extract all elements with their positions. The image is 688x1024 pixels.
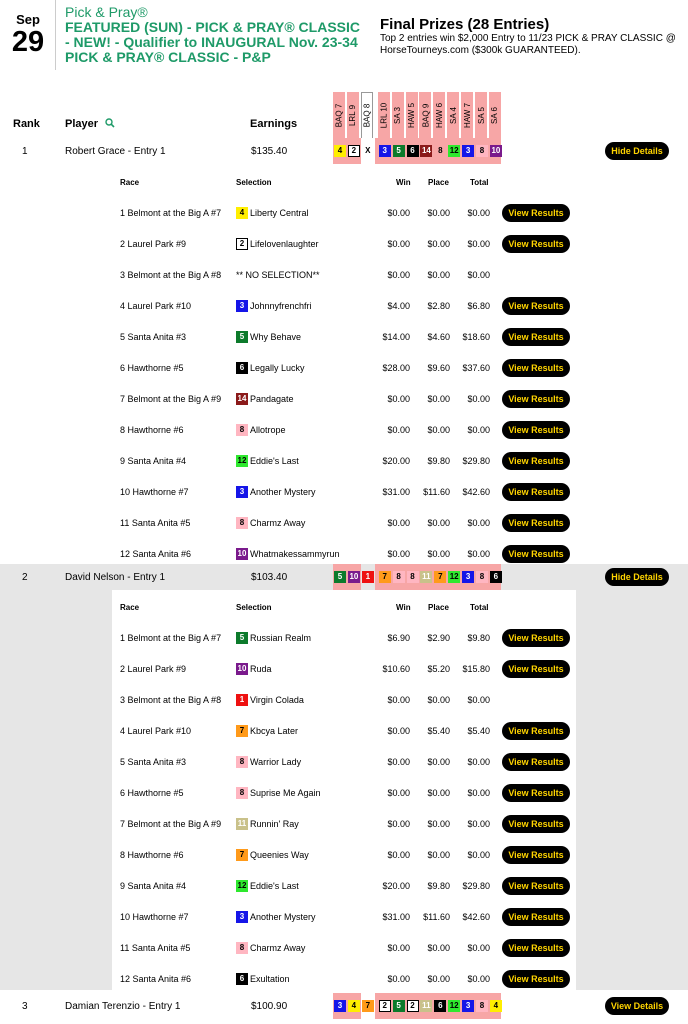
pick-12: 6 — [490, 571, 502, 583]
race-header-label: SA 6 — [490, 107, 500, 124]
detail-horse-number: 8 — [236, 756, 248, 768]
detail-win: $20.00 — [382, 881, 410, 891]
detail-win: $0.00 — [387, 788, 410, 798]
detail-row — [112, 509, 576, 539]
detail-horse: ** NO SELECTION** — [236, 270, 320, 280]
detail-total: $37.60 — [462, 363, 490, 373]
detail-total: $0.00 — [467, 518, 490, 528]
details-header-place: Place — [428, 178, 449, 187]
race-header-label: LRL 9 — [348, 104, 358, 127]
detail-horse-number: 7 — [236, 725, 248, 737]
detail-win: $0.00 — [387, 819, 410, 829]
race-header-label: LRL 10 — [379, 102, 389, 129]
pick-4: 2 — [379, 1000, 391, 1012]
race-header-label: SA 5 — [476, 107, 486, 124]
detail-race: 1 Belmont at the Big A #7 — [120, 633, 222, 643]
detail-horse: Eddie's Last — [250, 881, 299, 891]
detail-horse: Legally Lucky — [250, 363, 305, 373]
pick-8: 6 — [434, 1000, 446, 1012]
detail-row — [112, 323, 576, 353]
detail-horse-number: 12 — [237, 456, 247, 465]
detail-race: 2 Laurel Park #9 — [120, 239, 187, 249]
detail-win: $6.90 — [387, 633, 410, 643]
pick-2: 2 — [348, 145, 360, 157]
pick-2: 10 — [349, 572, 359, 581]
detail-row — [112, 810, 576, 840]
detail-race: 2 Laurel Park #9 — [120, 664, 187, 674]
detail-horse-number: 3 — [236, 300, 248, 312]
race-header-label: BAQ 9 — [420, 103, 430, 128]
detail-total: $18.60 — [462, 332, 490, 342]
details-header-win: Win — [396, 603, 411, 612]
detail-row — [112, 965, 576, 995]
detail-place: $0.00 — [427, 425, 450, 435]
detail-row — [112, 416, 576, 446]
race-header-label: HAW 6 — [434, 102, 444, 129]
detail-horse: Another Mystery — [250, 487, 316, 497]
detail-place: $0.00 — [427, 239, 450, 249]
race-header-11 — [475, 92, 487, 138]
race-header-label: SA 3 — [393, 107, 403, 124]
detail-horse-number: 10 — [237, 549, 247, 558]
detail-total: $29.80 — [462, 456, 490, 466]
detail-race: 3 Belmont at the Big A #8 — [120, 695, 222, 705]
view-results-button[interactable]: View Results — [502, 629, 570, 647]
view-results-button[interactable]: View Results — [502, 784, 570, 802]
detail-row — [112, 748, 576, 778]
detail-win: $0.00 — [387, 974, 410, 984]
detail-horse: Another Mystery — [250, 912, 316, 922]
detail-horse-number: 12 — [237, 881, 247, 890]
detail-race: 6 Hawthorne #5 — [120, 788, 184, 798]
pick-4: 3 — [379, 145, 391, 157]
detail-win: $0.00 — [387, 850, 410, 860]
race-header-label: BAQ 8 — [362, 103, 372, 128]
race-header-12 — [489, 92, 501, 138]
rank-header: Rank — [13, 118, 40, 130]
detail-race: 7 Belmont at the Big A #9 — [120, 819, 222, 829]
detail-row — [112, 447, 576, 477]
detail-horse: Eddie's Last — [250, 456, 299, 466]
detail-win: $31.00 — [382, 487, 410, 497]
tournament-title: FEATURED (SUN) - PICK & PRAY® CLASSIC - NEW! - Qualifier to INAUGURAL Nov. 23-34 PICK & PRAY® CLASSIC - P&P — [65, 19, 360, 65]
pick-5: 5 — [393, 1000, 405, 1012]
details-header-total: Total — [470, 178, 489, 187]
pick-12: 10 — [491, 146, 501, 155]
detail-win: $0.00 — [387, 549, 410, 559]
detail-horse-number: 1 — [236, 694, 248, 706]
view-results-button[interactable]: View Results — [502, 970, 570, 988]
pick-2: 4 — [348, 1000, 360, 1012]
detail-race: 10 Hawthorne #7 — [120, 487, 189, 497]
detail-win: $28.00 — [382, 363, 410, 373]
view-results-button[interactable]: View Results — [502, 204, 570, 222]
detail-win: $14.00 — [382, 332, 410, 342]
view-results-button[interactable]: View Results — [502, 660, 570, 678]
detail-race: 9 Santa Anita #4 — [120, 881, 187, 891]
detail-horse: Liberty Central — [250, 208, 309, 218]
view-results-button[interactable]: View Results — [502, 514, 570, 532]
pick-1: 4 — [334, 145, 346, 157]
entry-details — [112, 590, 576, 1007]
detail-total: $0.00 — [467, 425, 490, 435]
race-header-2 — [347, 92, 359, 138]
detail-horse-number: 5 — [236, 632, 248, 644]
detail-horse-number: 8 — [236, 517, 248, 529]
detail-row — [112, 841, 576, 871]
detail-win: $4.00 — [387, 301, 410, 311]
race-header-4 — [378, 92, 390, 138]
race-header-7 — [419, 92, 431, 138]
pick-3: 7 — [362, 1000, 374, 1012]
detail-horse: Exultation — [250, 974, 290, 984]
detail-race: 4 Laurel Park #10 — [120, 726, 192, 736]
detail-horse: Charmz Away — [250, 518, 306, 528]
detail-race: 4 Laurel Park #10 — [120, 301, 192, 311]
detail-horse: Ruda — [250, 664, 272, 674]
view-results-button[interactable]: View Results — [502, 483, 570, 501]
view-results-button[interactable]: View Results — [502, 390, 570, 408]
pick-6: 6 — [407, 145, 419, 157]
detail-row — [112, 655, 576, 685]
detail-race: 11 Santa Anita #5 — [120, 943, 191, 953]
detail-place: $0.00 — [427, 549, 450, 559]
entry-player[interactable]: David Nelson - Entry 1 — [65, 572, 166, 583]
detail-horse-number: 6 — [236, 362, 248, 374]
detail-total: $29.80 — [462, 881, 490, 891]
detail-horse: Virgin Colada — [250, 695, 304, 705]
detail-row — [112, 478, 576, 508]
detail-horse-number: 14 — [237, 394, 247, 403]
entry-row — [0, 138, 688, 164]
player-header[interactable] — [65, 118, 115, 130]
race-header-label: BAQ 7 — [334, 103, 344, 128]
detail-row — [112, 624, 576, 654]
race-header-1 — [333, 92, 345, 138]
detail-place: $0.00 — [427, 788, 450, 798]
detail-total: $0.00 — [467, 788, 490, 798]
detail-total: $0.00 — [467, 208, 490, 218]
detail-horse-number: 3 — [236, 486, 248, 498]
detail-place: $0.00 — [427, 974, 450, 984]
brand-name: Pick & Pray® — [65, 4, 148, 20]
detail-row — [112, 354, 576, 384]
view-results-button[interactable]: View Results — [502, 297, 570, 315]
pick-6: 8 — [407, 571, 419, 583]
detail-row — [112, 779, 576, 809]
view-results-button[interactable]: View Results — [502, 908, 570, 926]
race-header-label: HAW 7 — [462, 102, 472, 129]
detail-horse: Pandagate — [250, 394, 294, 404]
detail-horse-number: 8 — [236, 787, 248, 799]
pick-7: 11 — [422, 572, 431, 581]
detail-total: $6.80 — [467, 301, 490, 311]
pick-9: 12 — [449, 1001, 459, 1010]
detail-race: 3 Belmont at the Big A #8 — [120, 270, 222, 280]
column-header-row — [0, 92, 688, 142]
view-results-button[interactable]: View Results — [502, 359, 570, 377]
detail-win: $0.00 — [387, 757, 410, 767]
detail-place: $9.80 — [427, 456, 450, 466]
detail-horse-number: 4 — [236, 207, 248, 219]
race-header-label: HAW 5 — [407, 102, 417, 129]
view-results-button[interactable]: View Results — [502, 452, 570, 470]
view-results-button[interactable]: View Results — [502, 421, 570, 439]
entry-rank: 3 — [22, 1001, 28, 1012]
details-header-total: Total — [470, 603, 489, 612]
detail-horse: Russian Realm — [250, 633, 312, 643]
details-header-place: Place — [428, 603, 449, 612]
detail-win: $0.00 — [387, 695, 410, 705]
detail-race: 5 Santa Anita #3 — [120, 757, 187, 767]
entry-player[interactable]: Robert Grace - Entry 1 — [65, 146, 166, 157]
details-header-selection: Selection — [236, 178, 272, 187]
pick-3: 1 — [362, 571, 374, 583]
date-day: 29 — [11, 26, 45, 58]
pick-5: 5 — [393, 145, 405, 157]
detail-horse-number: 6 — [236, 973, 248, 985]
entry-row — [0, 993, 688, 1019]
entry-earnings: $103.40 — [251, 572, 288, 583]
prizes-title: Final Prizes (28 Entries) — [380, 16, 550, 33]
detail-total: $0.00 — [467, 695, 490, 705]
detail-horse: Suprise Me Again — [250, 788, 321, 798]
detail-horse: Warrior Lady — [250, 757, 302, 767]
detail-place: $0.00 — [427, 270, 450, 280]
detail-total: $0.00 — [467, 757, 490, 767]
detail-win: $20.00 — [382, 456, 410, 466]
detail-win: $0.00 — [387, 943, 410, 953]
detail-race: 12 Santa Anita #6 — [120, 549, 192, 559]
detail-total: $0.00 — [467, 819, 490, 829]
detail-total: $42.60 — [462, 487, 490, 497]
detail-total: $0.00 — [467, 850, 490, 860]
detail-total: $0.00 — [467, 974, 490, 984]
race-header-9 — [447, 92, 459, 138]
detail-race: 1 Belmont at the Big A #7 — [120, 208, 222, 218]
pick-5: 8 — [393, 571, 405, 583]
detail-row — [112, 686, 576, 716]
detail-place: $9.60 — [427, 363, 450, 373]
entry-earnings: $100.90 — [251, 1001, 288, 1012]
detail-place: $2.90 — [427, 633, 450, 643]
detail-race: 5 Santa Anita #3 — [120, 332, 187, 342]
detail-place: $5.40 — [427, 726, 450, 736]
detail-win: $0.00 — [387, 518, 410, 528]
view-results-button[interactable]: View Results — [502, 846, 570, 864]
pick-10: 3 — [462, 145, 474, 157]
detail-win: $10.60 — [382, 664, 410, 674]
detail-win: $0.00 — [387, 726, 410, 736]
date-month: Sep — [16, 12, 40, 27]
tournament-header — [0, 0, 688, 92]
player-header-label: Player — [65, 118, 99, 130]
entry-rank: 1 — [22, 146, 28, 157]
detail-horse: Lifelovenlaughter — [250, 239, 319, 249]
detail-horse: Why Behave — [250, 332, 302, 342]
detail-row — [112, 261, 576, 291]
detail-horse: Whatmakessammyrun — [250, 549, 340, 559]
detail-race: 8 Hawthorne #6 — [120, 425, 184, 435]
pick-8: 8 — [438, 146, 443, 155]
detail-win: $0.00 — [387, 270, 410, 280]
earnings-header: Earnings — [250, 118, 298, 130]
pick-1: 5 — [334, 571, 346, 583]
race-header-8 — [433, 92, 445, 138]
detail-race: 7 Belmont at the Big A #9 — [120, 394, 222, 404]
pick-11: 8 — [476, 145, 488, 157]
detail-horse-number: 3 — [236, 911, 248, 923]
pick-11: 8 — [476, 1000, 488, 1012]
detail-total: $0.00 — [467, 239, 490, 249]
detail-place: $0.00 — [427, 695, 450, 705]
detail-row — [112, 292, 576, 322]
detail-place: $0.00 — [427, 757, 450, 767]
detail-place: $11.60 — [423, 912, 450, 922]
detail-horse-number: 2 — [236, 238, 248, 250]
detail-row — [112, 903, 576, 933]
detail-horse-number: 8 — [236, 942, 248, 954]
detail-row — [112, 872, 576, 902]
detail-total: $0.00 — [467, 943, 490, 953]
view-results-button[interactable]: View Results — [502, 939, 570, 957]
race-header-label: SA 4 — [448, 107, 458, 124]
race-header-5 — [392, 92, 404, 138]
prizes-text: Top 2 entries win $2,000 Entry to 11/23 PICK & PRAY CLASSIC @ HorseTourneys.com ($300k GUARANTEED). — [380, 33, 676, 56]
detail-place: $0.00 — [427, 208, 450, 218]
details-header-win: Win — [396, 178, 411, 187]
detail-total: $15.80 — [462, 664, 490, 674]
view-results-button[interactable]: View Results — [502, 815, 570, 833]
hide-details-button[interactable]: Hide Details — [605, 142, 669, 160]
pick-9: 12 — [449, 572, 459, 581]
detail-win: $31.00 — [382, 912, 410, 922]
view-details-button[interactable]: View Details — [605, 997, 669, 1015]
detail-horse-number: 5 — [236, 331, 248, 343]
race-header-10 — [461, 92, 473, 138]
entry-row — [0, 564, 688, 590]
detail-place: $11.60 — [423, 487, 450, 497]
view-results-button[interactable]: View Results — [502, 753, 570, 771]
detail-horse: Johnnyfrenchfri — [250, 301, 312, 311]
detail-race: 10 Hawthorne #7 — [120, 912, 189, 922]
detail-place: $0.00 — [427, 850, 450, 860]
detail-horse-number: 7 — [236, 849, 248, 861]
view-results-button[interactable]: View Results — [502, 877, 570, 895]
detail-place: $0.00 — [427, 394, 450, 404]
pick-10: 3 — [462, 1000, 474, 1012]
detail-place: $9.80 — [427, 881, 450, 891]
pick-11: 8 — [476, 571, 488, 583]
hide-details-button[interactable]: Hide Details — [605, 568, 669, 586]
pick-10: 3 — [462, 571, 474, 583]
detail-race: 9 Santa Anita #4 — [120, 456, 187, 466]
detail-place: $2.80 — [427, 301, 450, 311]
pick-1: 3 — [334, 1000, 346, 1012]
detail-race: 12 Santa Anita #6 — [120, 974, 192, 984]
detail-horse: Runnin' Ray — [250, 819, 299, 829]
pick-6: 2 — [407, 1000, 419, 1012]
pick-7: 11 — [422, 1001, 431, 1010]
entry-earnings: $135.40 — [251, 146, 288, 157]
pick-4: 7 — [379, 571, 391, 583]
detail-total: $0.00 — [467, 549, 490, 559]
detail-horse-number: 8 — [236, 424, 248, 436]
detail-place: $0.00 — [427, 518, 450, 528]
detail-total: $5.40 — [467, 726, 490, 736]
detail-horse-number: 10 — [237, 664, 247, 673]
entry-details — [112, 165, 576, 582]
pick-7: 14 — [421, 146, 431, 155]
detail-total: $0.00 — [467, 394, 490, 404]
race-header-3 — [361, 92, 373, 138]
date-box — [0, 0, 56, 70]
detail-win: $0.00 — [387, 239, 410, 249]
race-header-6 — [406, 92, 418, 138]
detail-horse: Queenies Way — [250, 850, 309, 860]
pick-9: 12 — [449, 146, 459, 155]
detail-horse: Kbcya Later — [250, 726, 299, 736]
details-header-selection: Selection — [236, 603, 272, 612]
detail-row — [112, 199, 576, 229]
detail-horse: Charmz Away — [250, 943, 306, 953]
view-results-button[interactable]: View Results — [502, 545, 570, 563]
detail-row — [112, 385, 576, 415]
pick-3: X — [365, 146, 371, 155]
detail-place: $0.00 — [427, 819, 450, 829]
detail-row — [112, 717, 576, 747]
details-header-race: Race — [120, 178, 140, 187]
detail-horse: Allotrope — [250, 425, 286, 435]
detail-win: $0.00 — [387, 425, 410, 435]
pick-8: 7 — [434, 571, 446, 583]
detail-total: $0.00 — [467, 270, 490, 280]
detail-place: $0.00 — [427, 943, 450, 953]
entry-player[interactable]: Damian Terenzio - Entry 1 — [65, 1001, 181, 1012]
entry-rank: 2 — [22, 572, 28, 583]
view-results-button[interactable]: View Results — [502, 722, 570, 740]
details-header-race: Race — [120, 603, 140, 612]
pick-12: 4 — [490, 1000, 502, 1012]
view-results-button[interactable]: View Results — [502, 328, 570, 346]
detail-total: $9.80 — [467, 633, 490, 643]
detail-place: $4.60 — [427, 332, 450, 342]
detail-race: 11 Santa Anita #5 — [120, 518, 191, 528]
detail-horse-number: 11 — [237, 819, 247, 828]
detail-race: 8 Hawthorne #6 — [120, 850, 184, 860]
detail-row — [112, 934, 576, 964]
detail-place: $5.20 — [427, 664, 450, 674]
detail-row — [112, 230, 576, 260]
detail-win: $0.00 — [387, 208, 410, 218]
search-icon[interactable] — [105, 118, 115, 128]
view-results-button[interactable]: View Results — [502, 235, 570, 253]
detail-total: $42.60 — [462, 912, 490, 922]
detail-win: $0.00 — [387, 394, 410, 404]
detail-race: 6 Hawthorne #5 — [120, 363, 184, 373]
